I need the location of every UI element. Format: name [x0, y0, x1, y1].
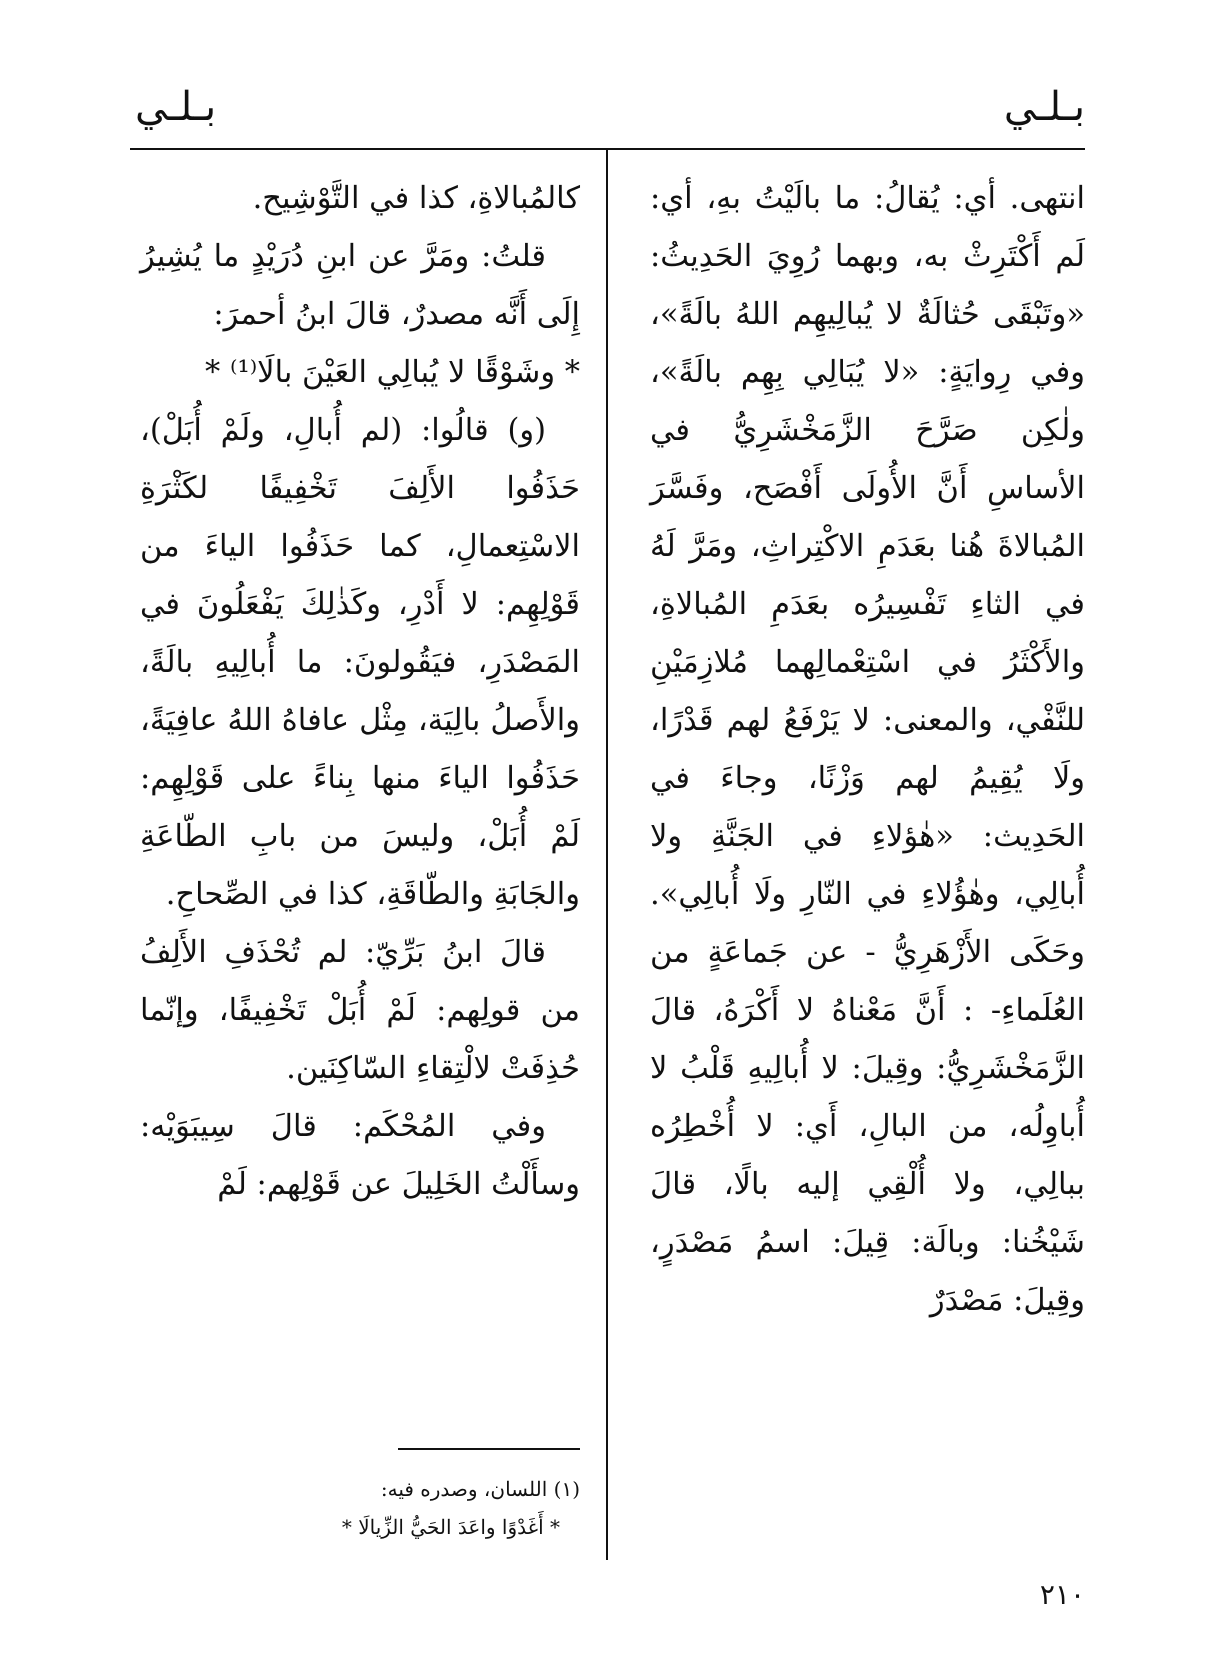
footnote-rule: [398, 1448, 580, 1450]
footnote-line: (١) اللسان، وصدره فيه:: [380, 1477, 580, 1501]
paragraph: قالَ ابنُ بَرِّيّ: لم تُحْذَفِ الأَلِفُ من قولِهم: لَمْ أُبَلْ تَخْفِيفًا، وإنّما حُذِفَتْ لالْتِقاءِ السّاكِنَين.: [140, 935, 580, 1086]
verse-line: * وشَوْقًا لا يُبالِي العَيْنَ بالَا⁽¹⁾ *: [205, 355, 580, 390]
left-text-column: [140, 170, 580, 1214]
paragraph: كالمُبالاةِ، كذا في التَّوْشِيح.: [252, 181, 580, 216]
running-header-left: بـلـي: [135, 84, 217, 130]
column-divider: [606, 150, 608, 1560]
running-header-right: بـلـي: [1003, 84, 1085, 130]
paragraph: قلتُ: ومَرَّ عن ابنِ دُرَيْدٍ ما يُشِيرُ إِلَى أَنَّه مصدرٌ، قالَ ابنُ أحمرَ:: [140, 239, 580, 332]
page-number: ٢١٠: [1039, 1578, 1085, 1611]
paragraph: وفي المُحْكَم: قالَ سِيبَوَيْه: وسأَلْتُ الخَلِيلَ عن قَوْلِهم: لَمْ: [140, 1109, 580, 1202]
footnotes: [140, 1470, 580, 1546]
right-text-column: [650, 170, 1085, 1330]
paragraph: انتهى. أي: يُقالُ: ما بالَيْتُ بهِ، أي: لَم أَكْتَرِثْ به، وبهما رُوِيَ الحَدِيثُ: «وتَبْقَى حُثالَةٌ لا يُبالِيهِم اللهُ بالَةً»، وفي رِوايَةٍ: «لا يُبَالِي بِهِم بالَةً»، ولٰكِن صَرَّحَ الزَّمَخْشَرِيُّ في الأساسِ أَنَّ الأُولَى أَفْصَح، وفَسَّرَ المُبالاةَ هُنا بعَدَمِ الاكْتِراثِ، ومَرَّ لَهُ في الثاءِ تَفْسِيرُه بعَدَمِ المُبالاةِ، والأَكْثَرُ في اسْتِعْمالِهما مُلازِمَيْنِ للنَّفْي، والمعنى: لا يَرْفَعُ لهم قَدْرًا، ولَا يُقِيمُ لهم وَزْنًا، وجاءَ في الحَدِيث: «هٰؤلاءِ في الجَنَّةِ ولا أُبالِي، وهٰؤُلاءِ في النّارِ ولَا أُبالِي». وحَكَى الأَزْهَرِيُّ - عن جَماعَةٍ من العُلَماءِ- : أَنَّ مَعْناهُ لا أَكْرَهُ، قالَ الزَّمَخْشَرِيُّ: وقِيلَ: لا أُبالِيهِ قَلْبُ لا أُباوِلُه، من البالِ، أَي: لا أُخْطِرُه ببالِي، ولا أُلْقِي إليه بالًا، قالَ شَيْخُنا: وبالَة: قِيلَ: اسمُ مَصْدَرٍ، وقِيلَ: مَصْدَرٌ: [650, 181, 1085, 1318]
paragraph: (و) قالُوا: (لم أُبالِ، ولَمْ أُبَلْ)، حَذَفُوا الأَلِفَ تَخْفِيفًا لكَثْرَةِ الاسْتِعمالِ، كما حَذَفُوا الياءَ من قَوْلِهِم: لا أَدْرِ، وكَذٰلِكَ يَفْعَلُونَ في المَصْدَرِ، فيَقُولونَ: ما أُبالِيهِ بالَةً، والأَصلُ بالِيَة، مِثْل عافاهُ اللهُ عافِيَةً، حَذَفُوا الياءَ منها بِناءً على قَوْلِهِم: لَمْ أُبَلْ، وليسَ من بابِ الطّاعَةِ والجَابَةِ والطّاقَةِ، كذا في الصِّحاحِ.: [140, 413, 580, 912]
footnote-verse: * أَغَدْوًا واعَدَ الحَيُّ الزِّيالَا *: [341, 1515, 560, 1539]
